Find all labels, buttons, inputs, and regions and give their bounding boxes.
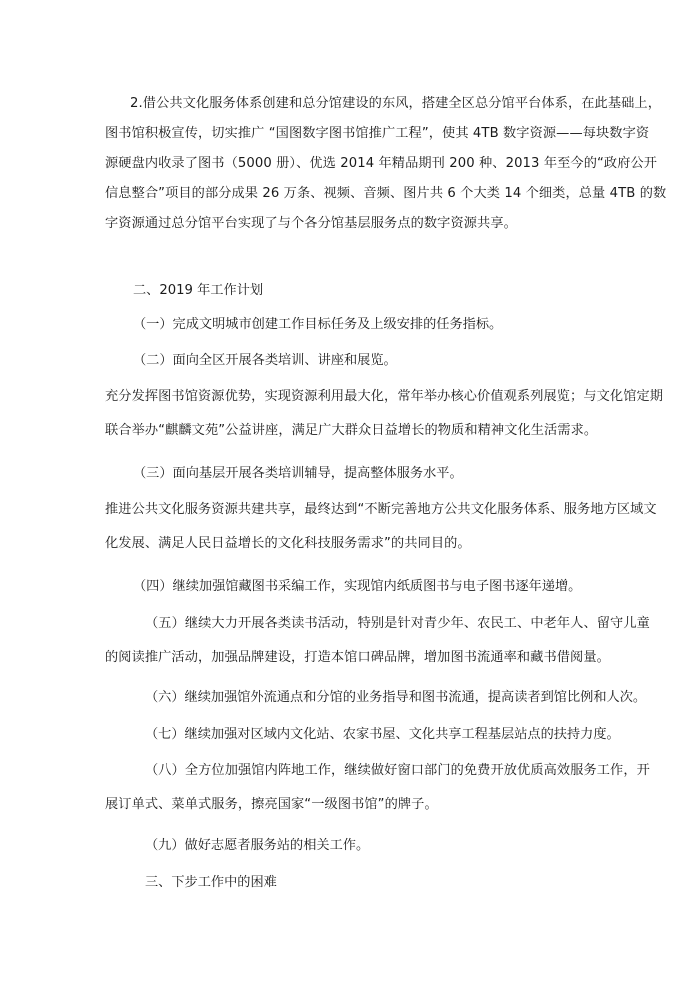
plan-item-3-body: [105, 495, 657, 559]
paragraph-digital-resources: [105, 89, 666, 239]
text-line: 图书馆积极宣传，切实推广 “国图数字图书馆推广工程”，使其 4TB 数字资源——每块数字资: [105, 126, 650, 141]
text-line: 化发展、满足人民日益增长的文化科技服务需求”的共同目的。: [105, 536, 471, 551]
text-line: （五）继续大力开展各类读书活动，特别是针对青少年、农民工、中老年人、留守儿童: [145, 616, 650, 631]
text-line: 推进公共文化服务资源共建共享，最终达到“不断完善地方公共文化服务体系、服务地方区域文: [105, 502, 657, 517]
text-line: 2.借公共文化服务体系创建和总分馆建设的东风，搭建全区总分馆平台体系，在此基础上，: [130, 96, 661, 111]
plan-item-3: （三）面向基层开展各类培训辅导，提高整体服务水平。: [133, 466, 463, 481]
plan-item-4: （四）继续加强馆藏图书采编工作，实现馆内纸质图书与电子图书逐年递增。: [133, 579, 582, 594]
plan-item-5: [105, 609, 650, 673]
text-line: 源硬盘内收录了图书（5000 册）、优选 2014 年精品期刊 200 种、2013 年至今的“政府公开: [105, 156, 658, 171]
text-line: 充分发挥图书馆资源优势，实现资源利用最大化，常年举办核心价值观系列展览；与文化馆定期: [105, 389, 664, 404]
section-heading-2019-plan: 二、2019 年工作计划: [133, 283, 264, 298]
plan-item-7: （七）继续加强对区域内文化站、农家书屋、文化共享工程基层站点的扶持力度。: [145, 727, 620, 742]
plan-item-2: （二）面向全区开展各类培训、讲座和展览。: [133, 353, 397, 368]
text-line: 信息整合”项目的部分成果 26 万条、视频、音频、图片共 6 个大类 14 个细类，总量 4TB 的数: [105, 186, 667, 201]
plan-item-2-body: [105, 382, 663, 446]
text-line: 联合举办“麒麟文苑”公益讲座，满足广大群众日益增长的物质和精神文化生活需求。: [105, 423, 598, 438]
section-heading-difficulties: 三、下步工作中的困难: [145, 875, 277, 890]
plan-item-1: （一）完成文明城市创建工作目标任务及上级安排的任务指标。: [133, 317, 503, 332]
text-line: （八）全方位加强馆内阵地工作，继续做好窗口部门的免费开放优质高效服务工作，开: [145, 763, 650, 778]
text-line: 展订单式、菜单式服务，擦亮国家“一级图书馆”的牌子。: [105, 797, 438, 812]
text-line: 的阅读推广活动，加强品牌建设，打造本馆口碑品牌，增加图书流通率和藏书借阅量。: [105, 650, 610, 665]
plan-item-6: （六）继续加强馆外流通点和分馆的业务指导和图书流通，提高读者到馆比例和人次。: [145, 690, 647, 705]
text-line: 字资源通过总分馆平台实现了与个各分馆基层服务点的数字资源共享。: [105, 216, 517, 231]
plan-item-9: （九）做好志愿者服务站的相关工作。: [145, 838, 370, 853]
plan-item-8: [105, 756, 650, 820]
